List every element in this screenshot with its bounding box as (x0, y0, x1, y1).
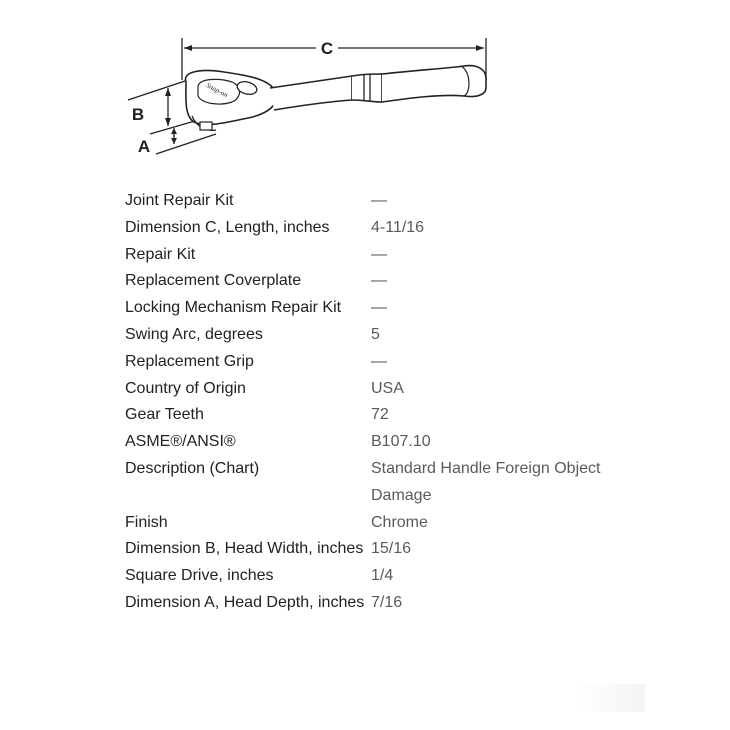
spec-row (125, 268, 645, 295)
spec-value: — (371, 352, 387, 370)
spec-row (125, 456, 645, 510)
spec-row (125, 376, 645, 403)
spec-label: Square Drive, inches (125, 567, 274, 585)
spec-row (125, 349, 645, 376)
spec-label: Locking Mechanism Repair Kit (125, 299, 342, 317)
spec-table (125, 188, 645, 617)
spec-row (125, 563, 645, 590)
spec-value: Chrome (371, 513, 428, 531)
spec-label: Dimension A, Head Depth, inches (125, 593, 365, 611)
spec-label: Dimension C, Length, inches (125, 218, 330, 236)
spec-row (125, 322, 645, 349)
scroll-fade (575, 684, 645, 712)
spec-label: Replacement Grip (125, 352, 254, 370)
spec-label: ASME®/ANSI® (125, 433, 236, 451)
spec-label: Replacement Coverplate (125, 272, 302, 290)
spec-label: Repair Kit (125, 245, 196, 263)
spec-row (125, 215, 645, 242)
spec-label: Country of Origin (125, 379, 246, 397)
spec-label: Dimension B, Head Width, inches (125, 540, 364, 558)
spec-value: 7/16 (371, 593, 403, 611)
spec-row (125, 590, 645, 617)
spec-row (125, 242, 645, 269)
spec-label: Gear Teeth (125, 406, 204, 424)
spec-row (125, 188, 645, 215)
ratchet-diagram (120, 30, 500, 160)
spec-value: 1/4 (371, 567, 394, 585)
spec-value: 5 (371, 325, 380, 343)
spec-row (125, 429, 645, 456)
spec-value: — (371, 299, 387, 317)
ratchet-drawing (120, 30, 500, 160)
spec-row (125, 402, 645, 429)
spec-value: USA (371, 379, 404, 397)
dimension-a-label: A (137, 137, 151, 156)
spec-row (125, 536, 645, 563)
spec-value: — (371, 245, 387, 263)
spec-value: 15/16 (371, 540, 412, 558)
dimension-c-label: C (320, 39, 334, 58)
spec-label: Description (Chart) (125, 459, 260, 477)
spec-value: 4-11/16 (371, 218, 425, 236)
spec-value: B107.10 (371, 433, 431, 451)
spec-value: — (371, 192, 387, 209)
dimension-b-label: B (131, 105, 145, 124)
brand-mark: Snap-on (204, 81, 230, 100)
spec-value: Standard Handle Foreign Object Damage (371, 459, 601, 504)
spec-row (125, 510, 645, 537)
spec-value: 72 (371, 406, 389, 424)
spec-label: Finish (125, 513, 168, 531)
spec-label: Joint Repair Kit (125, 192, 234, 209)
spec-value: — (371, 272, 387, 290)
spec-row (125, 295, 645, 322)
spec-label: Swing Arc, degrees (125, 325, 263, 343)
